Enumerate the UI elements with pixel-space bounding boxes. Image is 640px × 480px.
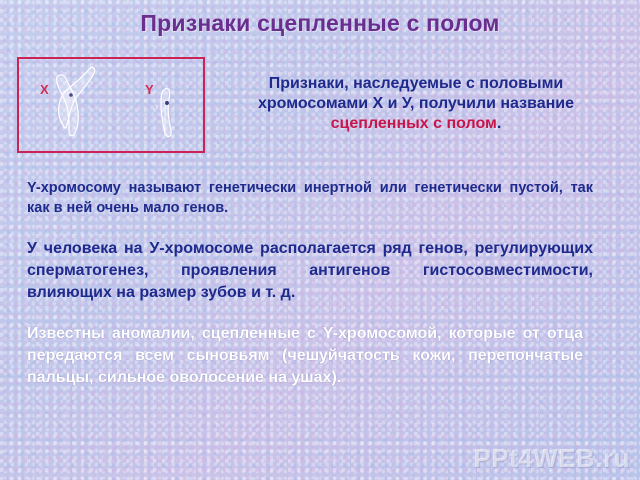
chromosome-illustration: [17, 57, 205, 153]
paragraph-y-genes: У человека на У-хромосоме располагается ряд генов, регулирующих сперматогенез, проявления антигенов гистосовместимости, влияющих на размер зубов и т. д.: [27, 240, 593, 301]
intro-highlight: сцепленных с полом: [330, 115, 497, 132]
intro-main: Признаки, наследуемые с половыми хромосомами Х и У, получили название: [257, 75, 575, 112]
intro-text: [226, 74, 606, 134]
paragraph-y-inert: Y-хромосому называют генетически инертной или генетически пустой, так как в ней очень мало генов.: [27, 180, 593, 216]
slide-title: Признаки сцепленные с полом: [140, 10, 500, 36]
x-centromere: [69, 93, 73, 97]
paragraph-y-anomalies: Известны аномалии, сцепленные с Y-хромосомой, которые от отца передаются всем сыновьям (чешуйчатость кожи, перепончатые пальцы, сильное оволосение на ушах).: [27, 325, 583, 386]
y-chromosome-label: Y: [145, 82, 154, 97]
y-centromere: [165, 101, 169, 105]
x-chromosome-label: X: [40, 82, 49, 97]
chromosome-drawing: [19, 59, 203, 151]
watermark: PPt4WEB.ru: [473, 443, 630, 473]
intro-end: .: [496, 115, 502, 132]
svg-text:Y: Y: [155, 105, 160, 111]
y-chromatid: [161, 88, 171, 136]
